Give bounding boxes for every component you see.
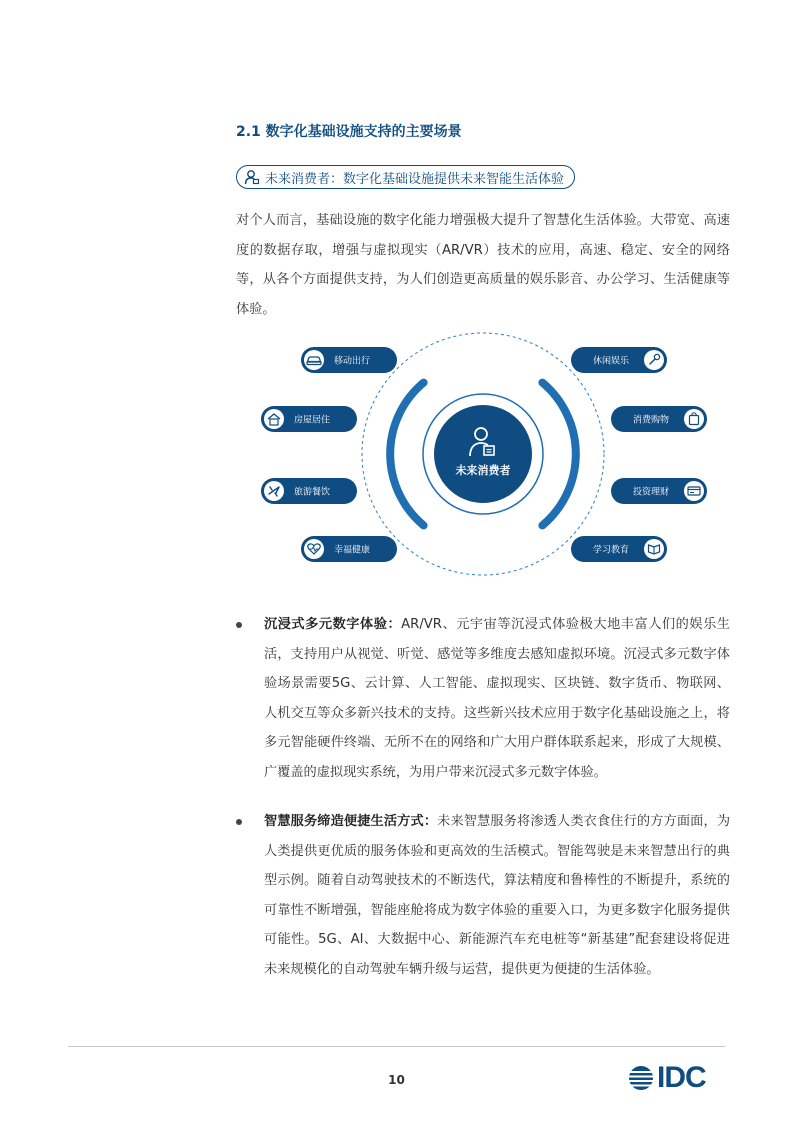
node-health — [301, 536, 397, 562]
node-label: 旅游餐饮 — [293, 487, 331, 498]
user-icon — [243, 168, 261, 186]
node-investment — [611, 478, 707, 504]
node-label: 学习教育 — [592, 545, 630, 556]
page-number: 10 — [388, 1073, 405, 1087]
list-item — [236, 610, 730, 787]
node-label: 投资理财 — [632, 487, 670, 498]
idc-logo — [628, 1063, 706, 1093]
bullet-text: 未来智慧服务将渗透人类衣食住行的方方面面，为人类提供更优质的服务体验和更高效的生活模式。智能驾驶是未来智慧出行的典型示例。随着自动驾驶技术的不断迭代，算法精度和鲁棒性的不断提升，系统的可靠性不断增强，智能座舱将成为数字体验的重要入口，为更多数字化服务提供可能性。5G、AI、大数据中心、新能源汽车充电桩等“新基建”配套建设将促进未来规模化的自动驾驶车辆升级与运营，提供更为便捷的生活体验。 — [264, 814, 731, 977]
node-travel — [261, 478, 357, 504]
center-circle — [434, 405, 532, 503]
section-title: 2.1 数字化基础设施支持的主要场景 — [236, 124, 462, 140]
pill-label: 未来消费者：数字化基础设施提供未来智能生活体验 — [265, 171, 565, 187]
bullet-title: 沉浸式多元数字体验： — [264, 617, 402, 632]
logo-text: IDC — [657, 1061, 706, 1094]
center-label: 未来消费者 — [455, 464, 511, 477]
right-arc — [542, 383, 575, 526]
node-education — [571, 536, 667, 562]
bullet-dot — [236, 819, 242, 825]
node-label: 消费购物 — [632, 415, 670, 426]
footer-divider — [68, 1046, 725, 1047]
subsection-pill — [236, 165, 575, 189]
bullet-list — [236, 610, 730, 1004]
intro-paragraph: 对个人而言，基础设施的数字化能力增强极大提升了智慧化生活体验。大带宽、高速度的数据存取，增强与虚拟现实（AR/VR）技术的应用，高速、稳定、安全的网络等，从各个方面提供支持，为人们创造更高质量的娱乐影音、办公学习、生活健康等体验。 — [236, 213, 730, 317]
node-leisure — [571, 347, 667, 373]
consumer-diagram — [255, 330, 715, 580]
idc-globe-icon — [628, 1065, 654, 1091]
node-mobility — [301, 347, 397, 373]
bullet-dot — [236, 622, 242, 628]
list-item — [236, 807, 730, 984]
left-arc — [390, 383, 423, 526]
node-shopping — [611, 406, 707, 432]
node-label: 休闲娱乐 — [592, 356, 630, 367]
bullet-text: AR/VR、元宇宙等沉浸式体验极大地丰富人们的娱乐生活，支持用户从视觉、听觉、感觉等多维度去感知虚拟环境。沉浸式多元数字体验场景需要5G、云计算、人工智能、虚拟现实、区块链、数字货币、物联网、人机交互等众多新兴技术的支持。这些新兴技术应用于数字化基础设施之上，将多元智能硬件终端、无所不在的网络和广大用户群体联系起来，形成了大规模、广覆盖的虚拟现实系统，为用户带来沉浸式多元数字体验。 — [264, 617, 730, 780]
node-housing — [261, 406, 357, 432]
node-label: 房屋居住 — [293, 415, 331, 426]
node-label: 幸福健康 — [333, 545, 371, 556]
node-label: 移动出行 — [333, 356, 371, 367]
bullet-title: 智慧服务缔造便捷生活方式： — [264, 814, 438, 829]
